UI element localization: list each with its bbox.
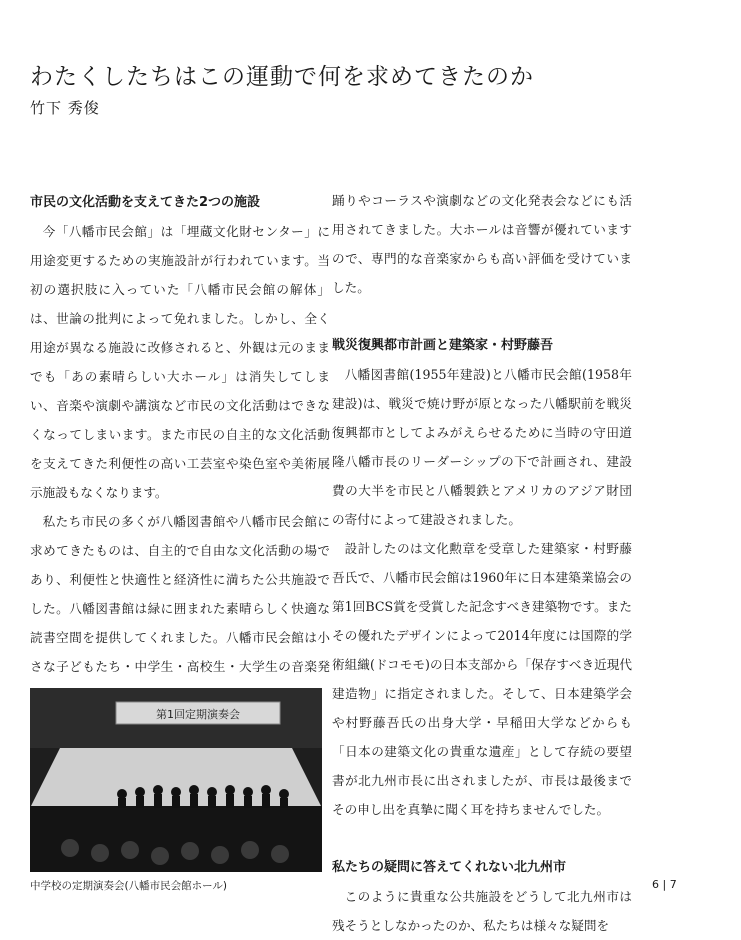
paragraph: このように貴重な公共施設をどうして北九州市は残そうとしなかったのか、私たちは様々な疑問を: [332, 889, 632, 933]
article-title: わたくしたちはこの運動で何を求めてきたのか: [30, 64, 534, 90]
photo-caption: 中学校の定期演奏会(八幡市民会館ホール): [30, 880, 227, 892]
paragraph: 踊りやコーラスや演劇などの文化発表会などにも活用されてきました。大ホールは音響が優れていますので、専門的な音楽家からも高い評価を受けていました。: [332, 193, 632, 295]
section-heading-questions: 私たちの疑問に答えてくれない北九州市: [332, 860, 567, 875]
paragraph: 設計したのは文化勲章を受章した建築家・村野藤吾氏で、八幡市民会館は1960年に日本建築業協会の第1回BCS賞を受賞した記念すべき建築物です。またその優れたデザインによって2014年度には国際的学術組織(ドコモモ)の日本支部から「保存すべき近現代建造物」に指定されました。そして、日本建築学会や村野藤吾氏の出身大学・早稲田大学などからも「日本の建築文化の貴重な遺産」として存続の要望書が北九州市長に出されましたが、市長は最後までその申し出を真摯に聞く耳を持ちませんでした。: [332, 541, 632, 817]
banner-text: 第1回定期演奏会: [156, 708, 240, 721]
article-author: 竹下 秀俊: [30, 99, 100, 117]
section-heading-facilities: 市民の文化活動を支えてきた2つの施設: [30, 195, 261, 210]
paragraph: 八幡図書館(1955年建設)と八幡市民会館(1958年建設)は、戦災で焼け野が原となった八幡駅前を戦災復興都市としてよみがえらせるために当時の守田道隆八幡市長のリーダーシップの下で計画され、建設費の大半を市民と八幡製鉄とアメリカのアジア財団の寄付によって建設されました。: [332, 367, 632, 527]
page-number: 6 | 7: [652, 878, 677, 891]
concert-hall-image: [30, 688, 322, 872]
left-column: [30, 188, 330, 710]
right-column: [332, 186, 632, 940]
concert-photo: [30, 688, 322, 872]
paragraph: 私たち市民の多くが八幡図書館や八幡市民会館に求めてきたものは、自主的で自由な文化活動の場であり、利便性と快適性と経済性に満ちた公共施設でした。八幡図書館は緑に囲まれた素晴らしく快適な読書空間を提供してくれました。八幡市民会館は小さな子どもたち・中学生・高校生・大学生の音楽発: [30, 514, 330, 674]
section-heading-reconstruction: 戦災復興都市計画と建築家・村野藤吾: [332, 338, 554, 353]
paragraph: 今「八幡市民会館」は「埋蔵文化財センター」に用途変更するための実施設計が行われています。当初の選択肢に入っていた「八幡市民会館の解体」は、世論の批判によって免れました。しかし、全く用途が異なる施設に改修されると、外観は元のままでも「あの素晴らしい大ホール」は消失してしまい、音楽や演劇や講演など市民の文化活動はできなくなってしまいます。また市民の自主的な文化活動を支えてきた利便性の高い工芸室や染色室や美術展示施設もなくなります。: [30, 224, 330, 500]
